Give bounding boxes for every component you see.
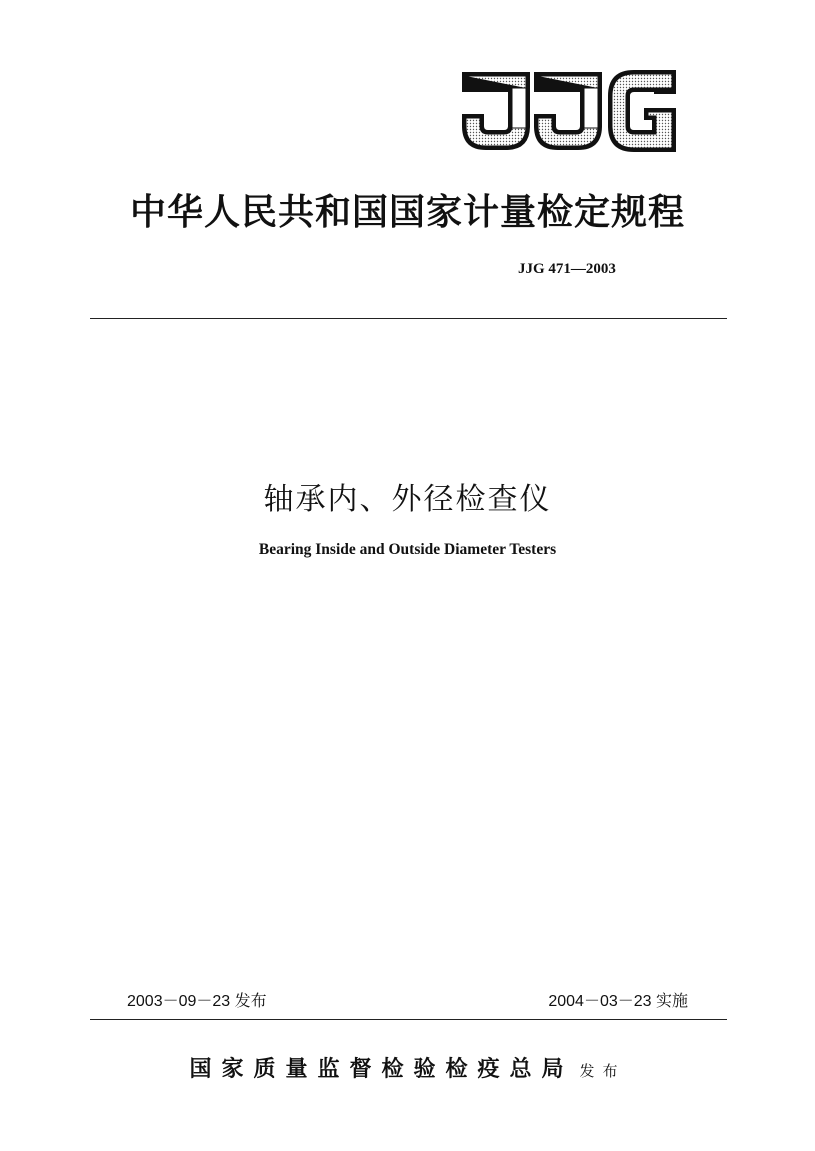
publisher-action: 发布	[579, 1062, 626, 1080]
publisher-line	[0, 1052, 815, 1083]
logo-letter-j1	[462, 72, 530, 150]
jjg-logo	[460, 68, 680, 154]
publisher-name: 国家质量监督检验检疫总局	[189, 1056, 574, 1082]
document-title-english: Bearing Inside and Outside Diameter Testers	[258, 541, 557, 558]
standard-code: JJG 471—2003	[518, 261, 616, 277]
top-divider	[90, 318, 727, 319]
standard-type-heading: 中华人民共和国国家计量检定规程	[129, 191, 685, 233]
bottom-divider	[90, 1019, 727, 1020]
document-title-chinese: 轴承内、外径检查仪	[263, 482, 552, 517]
logo-letter-g	[608, 70, 676, 152]
publish-date: 2003－09－23 发布	[127, 993, 267, 1010]
effective-date: 2004－03－23 实施	[548, 993, 688, 1010]
logo-letter-j2	[534, 72, 602, 150]
